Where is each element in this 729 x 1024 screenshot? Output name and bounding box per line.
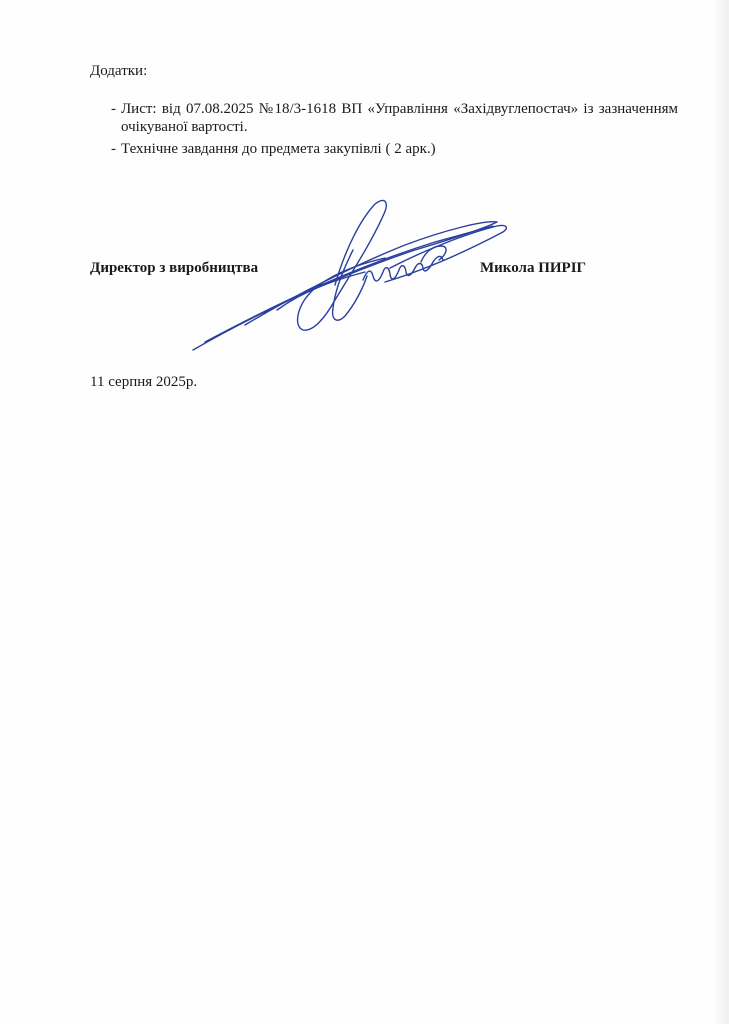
signatory-name: Микола ПИРІГ [480,260,587,276]
handwritten-signature [185,190,515,360]
attachment-text: Лист: від 07.08.2025 №18/3-1618 ВП «Управління «Західвуглепостач» із зазначенням очікуваної вартості. [121,101,678,135]
list-marker: - [111,101,116,117]
page-edge-shadow [713,0,729,1024]
list-marker: - [111,141,116,157]
attachments-heading: Додатки: [90,63,148,79]
list-item [90,140,678,158]
attachments-list [90,100,678,162]
signatory-title: Директор з виробництва [90,260,259,276]
list-item [90,100,678,136]
attachment-text: Технічне завдання до предмета закупівлі ( 2 арк.) [121,141,436,157]
document-date: 11 серпня 2025р. [90,374,198,390]
